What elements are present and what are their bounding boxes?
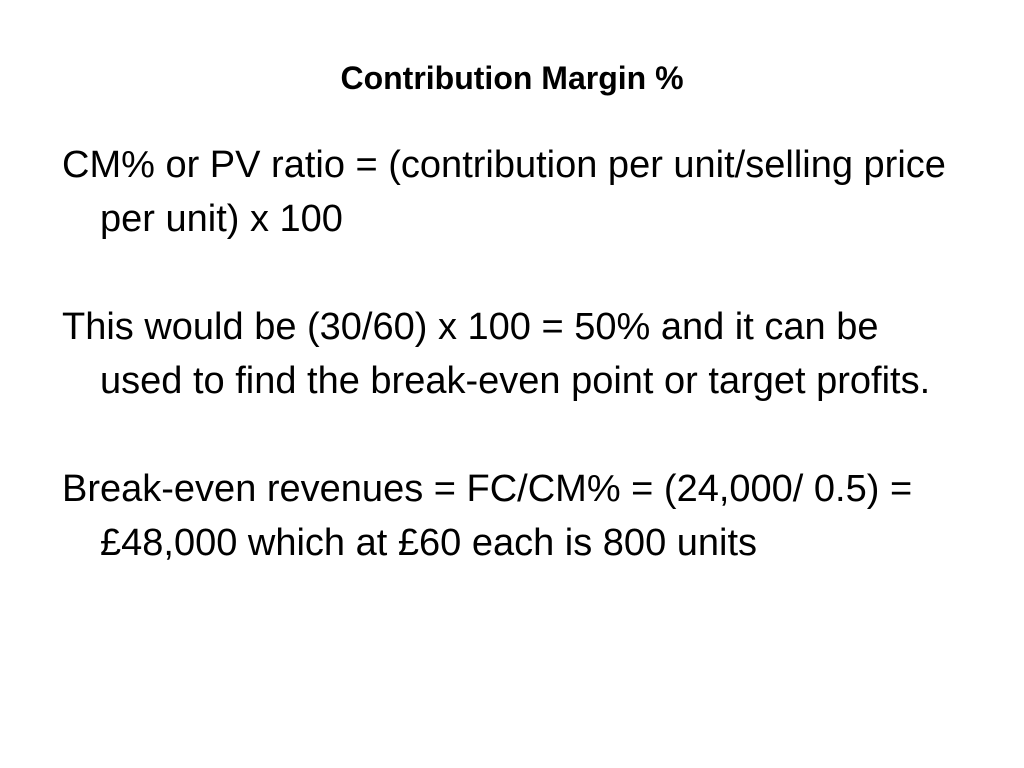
paragraph-cm-ratio-example: This would be (30/60) x 100 = 50% and it can be used to find the break-even point or target profits. — [62, 306, 931, 402]
slide-title: Contribution Margin % — [340, 60, 684, 96]
paragraph-break-even-revenues: Break-even revenues = FC/CM% = (24,000/ 0.5) = £48,000 which at £60 each is 800 units — [62, 468, 913, 564]
slide-body — [62, 138, 962, 570]
paragraph-cm-ratio-formula: CM% or PV ratio = (contribution per unit/selling price per unit) x 100 — [62, 144, 946, 240]
